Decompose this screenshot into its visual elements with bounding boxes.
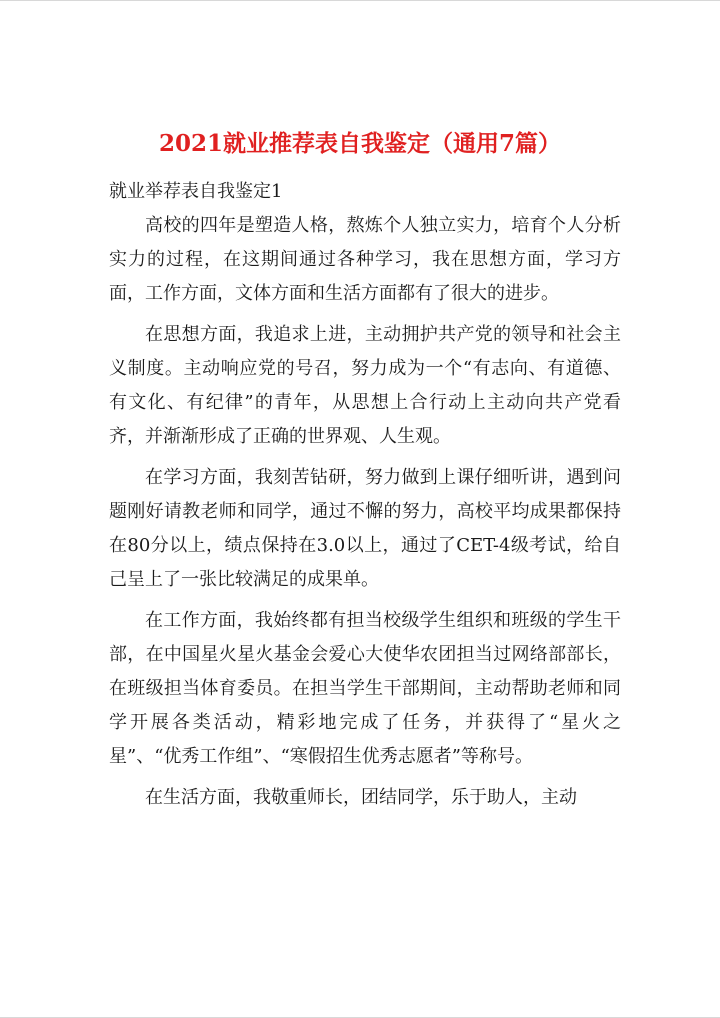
paragraph-work: 在工作方面，我始终都有担当校级学生组织和班级的学生干部，在中国星火星火基金会爱心大使华农团担当过网络部部长，在班级担当体育委员。在担当学生干部期间，主动帮助老师和同学开展各类活动，精彩地完成了任务，并获得了“星火之星”、“优秀工作组”、“寒假招生优秀志愿者”等称号。 [109, 610, 621, 767]
paragraph-ideology: 在思想方面，我追求上进，主动拥护共产党的领导和社会主义制度。主动响应党的号召，努力成为一个“有志向、有道德、有文化、有纪律”的青年，从思想上合行动上主动向共产党看齐，并渐渐形成了正确的世界观、人生观。 [109, 324, 621, 447]
section-heading: 就业举荐表自我鉴定1 [109, 181, 283, 202]
paragraph-life: 在生活方面，我敬重师长，团结同学，乐于助人，主动 [145, 787, 577, 808]
document-title: 2021就业推荐表自我鉴定（通用7篇） [158, 130, 562, 158]
paragraph-intro: 高校的四年是塑造人格，熬炼个人独立实力，培育个人分析实力的过程，在这期间通过各种学习，我在思想方面，学习方面，工作方面，文体方面和生活方面都有了很大的进步。 [109, 215, 621, 304]
document-body [109, 175, 621, 815]
paragraph-study: 在学习方面，我刻苦钻研，努力做到上课仔细听讲，遇到问题刚好请教老师和同学，通过不懈的努力，高校平均成果都保持在80分以上，绩点保持在3.0以上，通过了CET-4级考试，给自己呈上了一张比较满足的成果单。 [109, 467, 621, 590]
